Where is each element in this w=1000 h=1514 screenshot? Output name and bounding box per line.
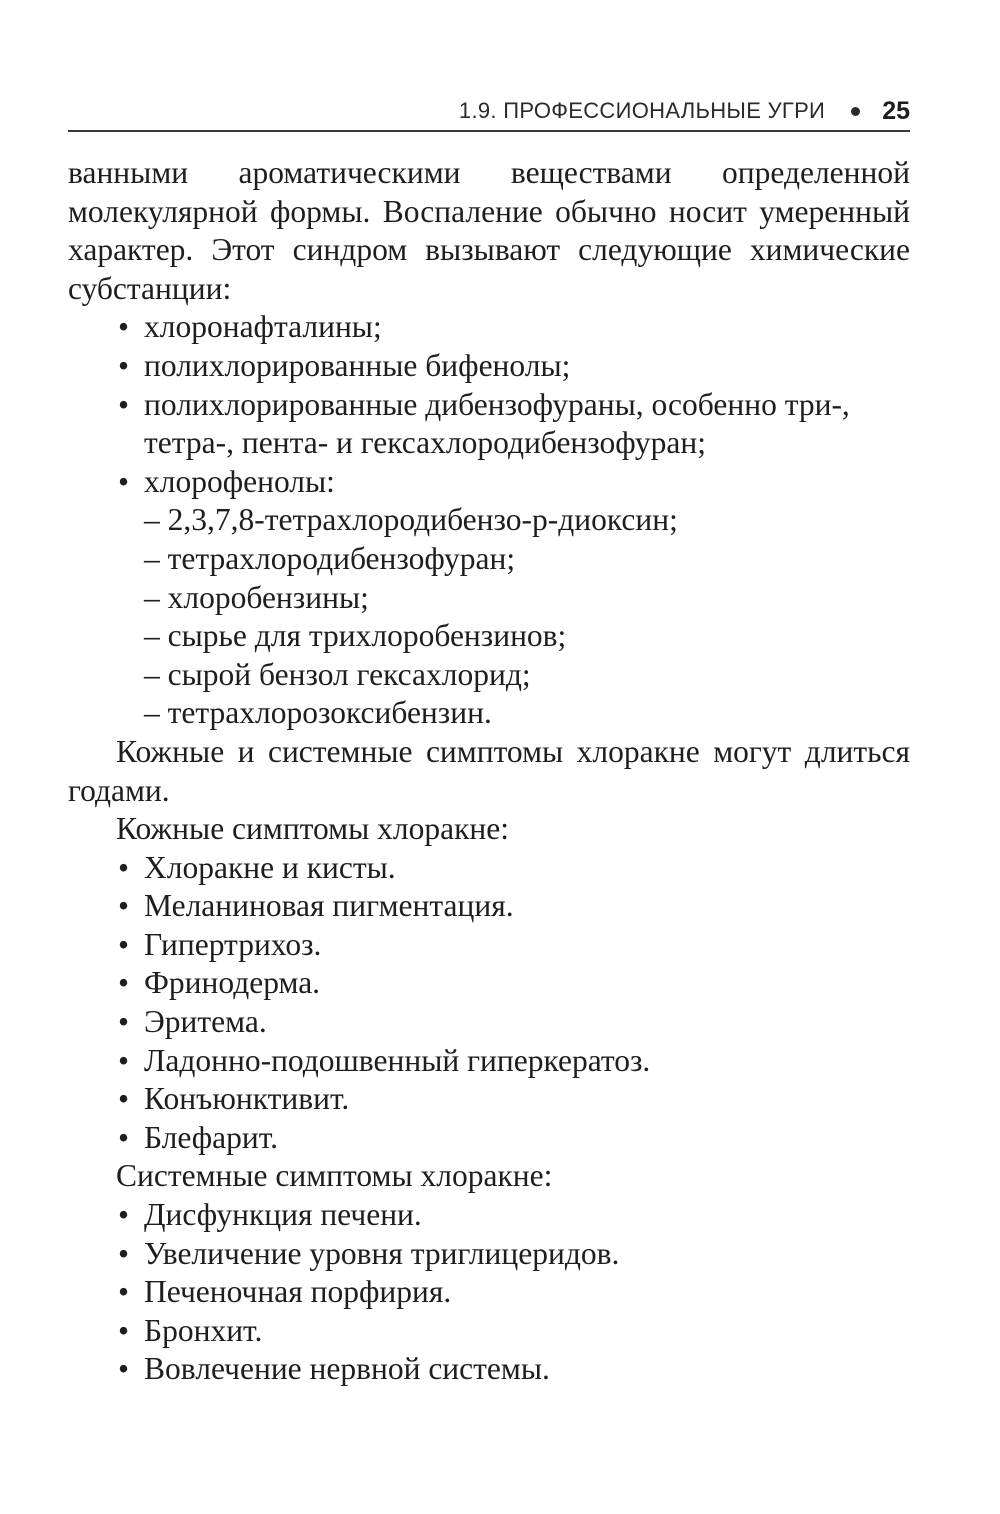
systemic-symptoms-heading: Системные симптомы хлоракне: [116,1158,553,1194]
intro-paragraph: ванными ароматическими веществами определенной молекулярной формы. Воспаление обычно носит умеренный характер. Этот синдром вызывают следующие химические субстанции: [68,155,910,306]
chlorophenol-item: – сырой бензол гексахлорид; [144,656,531,692]
skin-symptoms-heading: Кожные симптомы хлоракне: [116,811,509,847]
substances-list [68,308,910,501]
skin-symptom-item: • Меланиновая пигментация. [68,887,910,926]
chlorophenol-item: – 2,3,7,8-тетрахлородибензо-р-диоксин; [144,502,678,538]
header-bullet-icon [851,107,860,116]
skin-symptom-item: • Хлоракне и кисты. [68,849,910,888]
chlorophenol-item: – сырье для трихлоробензинов; [144,618,567,654]
substance-item: • хлорофенолы: [68,463,910,502]
skin-symptom-item: • Фринодерма. [68,964,910,1003]
substance-item: • хлоронафталины; [68,308,910,347]
chlorophenol-item: – тетрахлорозоксибензин. [144,695,492,731]
skin-symptom-item: • Ладонно-подошвенный гиперкератоз. [68,1042,910,1081]
systemic-symptom-item: • Вовлечение нервной системы. [68,1350,910,1389]
running-header [68,92,910,132]
skin-symptom-item: • Эритема. [68,1003,910,1042]
substance-item: • полихлорированные бифенолы; [68,347,910,386]
skin-symptom-item: • Гипертрихоз. [68,926,910,965]
skin-symptom-item: • Конъюнктивит. [68,1080,910,1119]
systemic-symptom-item: • Дисфункция печени. [68,1196,910,1235]
systemic-symptom-item: • Печеночная порфирия. [68,1273,910,1312]
systemic-symptom-item: • Бронхит. [68,1312,910,1351]
chlorophenols-list [68,501,910,733]
page-number: 25 [882,96,910,125]
body-text [68,154,910,1389]
chlorophenol-item: – хлоробензины; [144,579,369,615]
skin-symptom-item: • Блефарит. [68,1119,910,1158]
duration-paragraph: Кожные и системные симптомы хлоракне могут длиться годами. [68,733,910,808]
substance-item: • полихлорированные дибензофураны, особенно три-, тетра-, пента- и гексахлородибензофуран; [68,386,910,463]
running-title: 1.9. ПРОФЕССИОНАЛЬНЫЕ УГРИ [458,98,826,123]
systemic-symptoms-list [68,1196,910,1389]
systemic-symptom-item: • Увеличение уровня триглицеридов. [68,1235,910,1274]
skin-symptoms-list [68,849,910,1158]
chlorophenol-item: – тетрахлородибензофуран; [144,540,516,576]
